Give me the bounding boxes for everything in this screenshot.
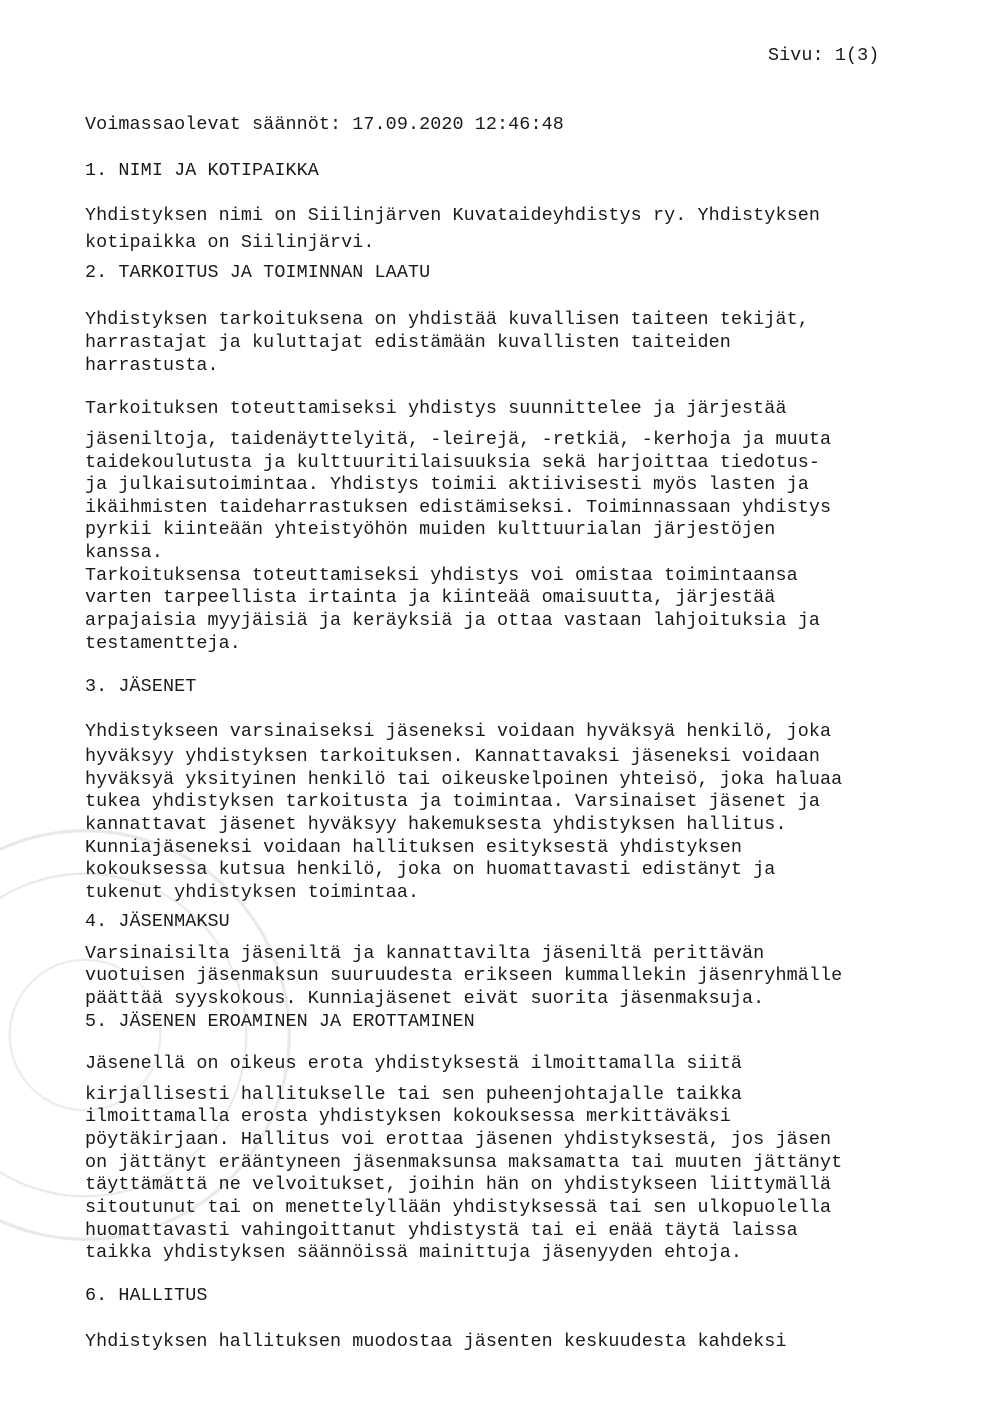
paragraph-line: arpajaisia myyjäisiä ja keräyksiä ja ottaa vastaan lahjoituksia ja: [85, 610, 820, 631]
section-5-title: 5. JÄSENEN EROAMINEN JA EROTTAMINEN: [85, 1011, 475, 1032]
paragraph-line: ikäihmisten taideharrastuksen edistämiseksi. Toiminnassaan yhdistys: [85, 497, 832, 518]
paragraph-line: Yhdistykseen varsinaiseksi jäseneksi voidaan hyväksyä henkilö, joka: [85, 721, 832, 742]
paragraph-line: pyrkii kiinteään yhteistyöhön muiden kulttuurialan järjestöjen: [85, 519, 776, 540]
paragraph-line: kokouksessa kutsua henkilö, joka on huomattavasti edistänyt ja: [85, 859, 776, 880]
paragraph-line: kannattavat jäsenet hyväksyy hakemuksesta yhdistyksen hallitus.: [85, 814, 787, 835]
paragraph-line: täyttämättä ne velvoitukset, joihin hän on yhdistykseen liittymällä: [85, 1174, 832, 1195]
paragraph-line: ja julkaisutoimintaa. Yhdistys toimii aktiivisesti myös lasten ja: [85, 474, 809, 495]
paragraph-line: Kunniajäseneksi voidaan hallituksen esityksestä yhdistyksen: [85, 837, 743, 858]
paragraph-line: Yhdistyksen hallituksen muodostaa jäsenten keskuudesta kahdeksi: [85, 1331, 787, 1352]
paragraph-line: Varsinaisilta jäseniltä ja kannattavilta jäseniltä perittävän: [85, 943, 765, 964]
paragraph-line: harrastajat ja kuluttajat edistämään kuvallisten taiteiden: [85, 332, 731, 353]
paragraph-line: Tarkoituksen toteuttamiseksi yhdistys suunnittelee ja järjestää: [85, 398, 787, 419]
paragraph-line: Yhdistyksen tarkoituksena on yhdistää kuvallisen taiteen tekijät,: [85, 309, 809, 330]
paragraph-line: hyväksyy yhdistyksen tarkoituksen. Kannattavaksi jäseneksi voidaan: [85, 746, 820, 767]
paragraph-line: jäseniltoja, taidenäyttelyitä, -leirejä, -retkiä, -kerhoja ja muuta: [85, 429, 832, 450]
section-3-title: 3. JÄSENET: [85, 676, 197, 697]
rules-validity-header: Voimassaolevat säännöt: 17.09.2020 12:46:48: [85, 114, 564, 135]
paragraph-line: testamentteja.: [85, 633, 241, 654]
paragraph-line: vuotuisen jäsenmaksun suuruudesta erikseen kummallekin jäsenryhmälle: [85, 965, 843, 986]
paragraph-line: harrastusta.: [85, 355, 219, 376]
paragraph-line: Tarkoituksensa toteuttamiseksi yhdistys voi omistaa toimintaansa: [85, 565, 798, 586]
paragraph-line: Jäsenellä on oikeus erota yhdistyksestä ilmoittamalla siitä: [85, 1053, 743, 1074]
paragraph-line: kotipaikka on Siilinjärvi.: [85, 232, 375, 253]
paragraph-line: pöytäkirjaan. Hallitus voi erottaa jäsenen yhdistyksestä, jos jäsen: [85, 1129, 832, 1150]
paragraph-line: ilmoittamalla erosta yhdistyksen kokouksessa merkittäväksi: [85, 1106, 731, 1127]
paragraph-line: sitoutunut tai on menettelyllään yhdistyksessä tai sen ulkopuolella: [85, 1197, 832, 1218]
paragraph-line: tukea yhdistyksen tarkoitusta ja toimintaa. Varsinaiset jäsenet ja: [85, 791, 820, 812]
section-1-title: 1. NIMI JA KOTIPAIKKA: [85, 160, 319, 181]
section-4-title: 4. JÄSENMAKSU: [85, 911, 230, 932]
page-number: Sivu: 1(3): [768, 45, 880, 66]
paragraph-line: on jättänyt erääntyneen jäsenmaksunsa maksamatta tai muuten jättänyt: [85, 1152, 843, 1173]
section-2-title: 2. TARKOITUS JA TOIMINNAN LAATU: [85, 262, 431, 283]
paragraph-line: varten tarpeellista irtainta ja kiinteää omaisuutta, järjestää: [85, 587, 776, 608]
paragraph-line: kirjallisesti hallitukselle tai sen puheenjohtajalle taikka: [85, 1084, 743, 1105]
paragraph-line: päättää syyskokous. Kunniajäsenet eivät suorita jäsenmaksuja.: [85, 988, 765, 1009]
paragraph-line: hyväksyä yksityinen henkilö tai oikeuskelpoinen yhteisö, joka haluaa: [85, 769, 843, 790]
paragraph-line: taidekoulutusta ja kulttuuritilaisuuksia sekä harjoittaa tiedotus-: [85, 452, 820, 473]
paragraph-line: taikka yhdistyksen säännöissä mainittuja jäsenyyden ehtoja.: [85, 1242, 743, 1263]
paragraph-line: tukenut yhdistyksen toimintaa.: [85, 882, 420, 903]
section-6-title: 6. HALLITUS: [85, 1285, 208, 1306]
paragraph-line: kanssa.: [85, 542, 163, 563]
paragraph-line: Yhdistyksen nimi on Siilinjärven Kuvataideyhdistys ry. Yhdistyksen: [85, 205, 820, 226]
paragraph-line: huomattavasti vahingoittanut yhdistystä tai ei enää täytä laissa: [85, 1220, 798, 1241]
